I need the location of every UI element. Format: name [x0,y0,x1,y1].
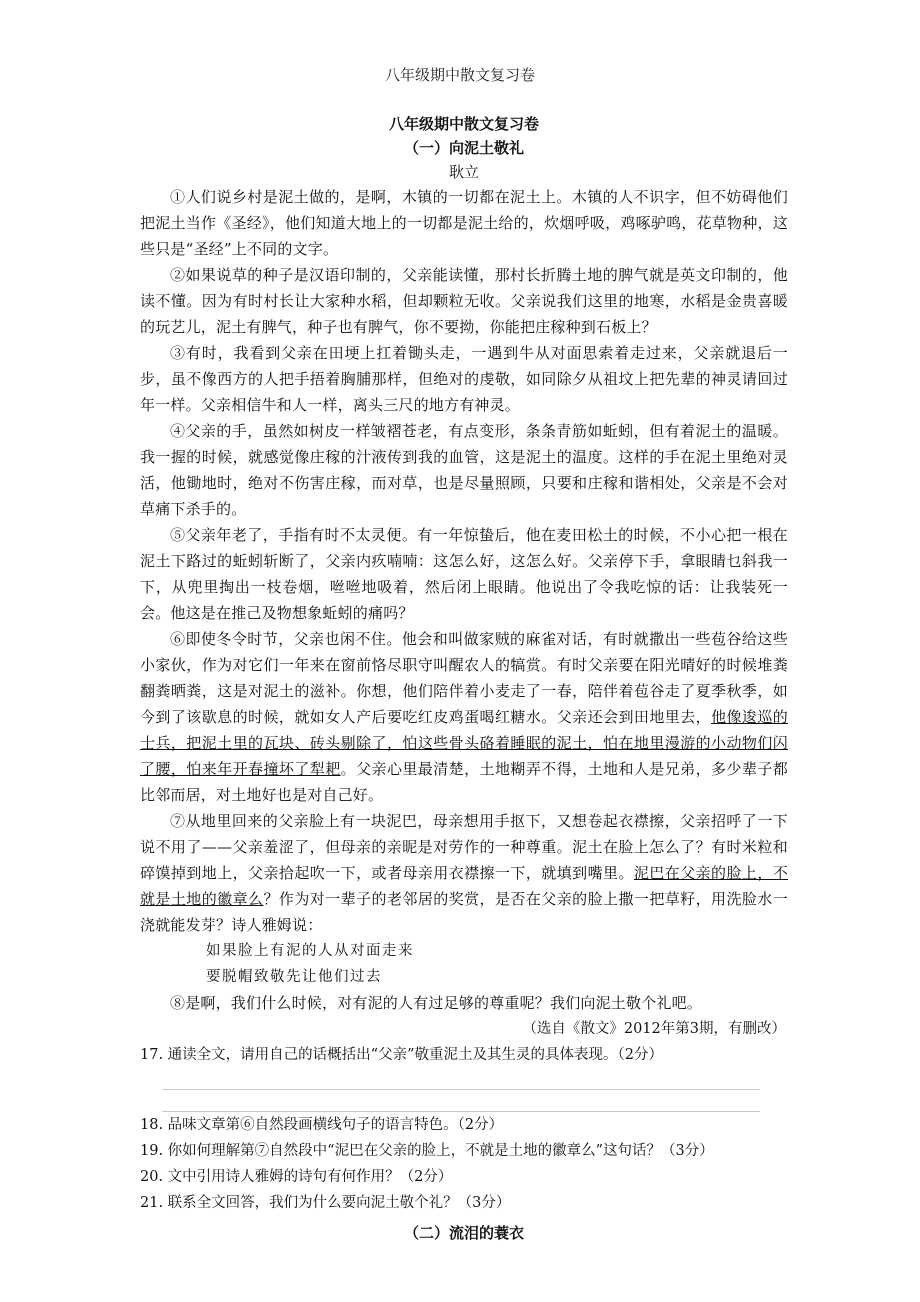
question-18: 18. 品味文章第⑥自然段画横线句子的语言特色。（2分） [140,1117,504,1133]
question-20: 20. 文中引用诗人雅姆的诗句有何作用？（2分） [140,1169,453,1185]
paragraph-6-text-a: ⑥即使冬令时节，父亲也闲不住。他会和叫做家贼的麻雀对话，有时就撒出一些苞谷给这些小家伙，作为对它们一年来在窗前恪尽职守叫醒农人的犒赏。有时父亲要在阳光晴好的时候堆粪翻粪晒粪，这是对泥土的滋补。你想，他们陪伴着小麦走了一春，陪伴着苞谷走了夏季秋季，如今到了该歇息的时候，就如女人产后要吃红皮鸡蛋喝红糖水。父亲还会到田地里去， [140,630,788,726]
paragraph-6-text-b: 。父亲心里最清楚，土地糊弄不得，土地和人是兄弟，多少辈子都比邻而居，对土地好也是对自己好。 [140,760,788,804]
paragraph-8: ⑧是啊，我们什么时候，对有泥的人有过足够的尊重呢？我们向泥土敬个礼吧。 [170,994,703,1012]
paragraph-7-underlined-sentence: 泥巴在父亲的脸上，不就是土地的徽章么 [140,864,788,908]
document-title: 八年级期中散文复习卷 [388,115,539,133]
question-17: 17. 通读全文，请用自己的话概括出“父亲”敬重泥土及其生灵的具体表现。（2分） [140,1047,663,1063]
answer-line-1 [162,1068,760,1090]
paragraph-3: ③有时，我看到父亲在田埂上扛着锄头走，一遇到牛从对面思索着走过来，父亲就退后一步，虽不像西方的人把手捂着胸脯那样，但绝对的虔敬，如同除夕从祖坟上把先辈的神灵请回过年一样。父亲相信牛和人一样，离头三尺的地方有神灵。 [140,344,788,414]
paragraph-7-text-a: ⑦从地里回来的父亲脸上有一块泥巴，母亲想用手抠下，又想卷起衣襟擦，父亲招呼了一下说不用了——父亲羞涩了，但母亲的亲昵是对劳作的一种尊重。泥土在脸上怎么了？有时米粒和碎馍掉到地上，父亲拾起吹一下，或者母亲用衣襟擦一下，就填到嘴里。 [140,812,788,882]
question-21: 21. 联系全文回答，我们为什么要向泥土敬个礼？（3分） [140,1195,511,1211]
answer-line-2 [162,1090,760,1112]
section-2-title: （二）流泪的蓑衣 [403,1224,524,1242]
paragraph-7-text-b: ？作为对一辈子的老邻居的奖赏，是否在父亲的脸上撒一把草籽，用洗脸水一浇就能发芽？诗人雅姆说： [140,890,788,934]
document-body [140,112,788,1246]
paragraph-7 [140,808,788,938]
article-title: （一）向泥土敬礼 [403,139,524,157]
paragraph-1: ①人们说乡村是泥土做的，是啊，木镇的一切都在泥土上。木镇的人不识字，但不妨碍他们把泥土当作《圣经》，他们知道大地上的一切都是泥土给的，炊烟呼吸，鸡啄驴鸣，花草物种，这些只是“圣经”上不同的文字。 [140,188,788,258]
question-19: 19. 你如何理解第⑦自然段中“泥巴在父亲的脸上，不就是土地的徽章么”这句话？（3分） [140,1143,714,1159]
source-note: （选自《散文》2012年第3期，有删改） [522,1021,786,1037]
paragraph-5: ⑤父亲年老了，手指有时不太灵便。有一年惊蛰后，他在麦田松土的时候，不小心把一根在泥土下路过的蚯蚓斩断了，父亲内疚喃喃：这怎么好，这怎么好。父亲停下手，拿眼睛乜斜我一下，从兜里掏出一枝卷烟，咝咝地吸着，然后闭上眼睛。他说出了令我吃惊的话：让我装死一会。他这是在推己及物想象蚯蚓的痛吗？ [140,526,788,622]
paragraph-4: ④父亲的手，虽然如树皮一样皱褶苍老，有点变形，条条青筋如蚯蚓，但有着泥土的温暖。我一握的时候，就感觉像庄稼的汁液传到我的血管，这是泥土的温度。这样的手在泥土里绝对灵活，他锄地时，绝对不伤害庄稼，而对草，也是尽量照顾，只要和庄稼和谐相处，父亲是不会对草痛下杀手的。 [140,422,788,518]
poem-line-2: 要脱帽致敬先让他们过去 [206,969,382,985]
paragraph-6-underlined-sentence: 他像逡巡的士兵，把泥土里的瓦块、砖头剔除了，怕这些骨头硌着睡眠的泥土，怕在地里漫游的小动物们闪了腰，怕来年开春撞坏了犁耙 [140,708,788,778]
paragraph-6 [140,626,788,808]
poem-line-1: 如果脸上有泥的人从对面走来 [206,943,414,959]
article-author: 耿立 [448,163,479,181]
page-header: 八年级期中散文复习卷 [384,66,535,84]
paragraph-2: ②如果说草的种子是汉语印制的，父亲能读懂，那村长折腾土地的脾气就是英文印制的，他读不懂。因为有时村长让大家种水稻，但却颗粒无收。父亲说我们这里的地寒，水稻是金贵喜暖的玩艺儿，泥土有脾气，种子也有脾气，你不要拗，你能把庄稼种到石板上？ [140,266,788,336]
